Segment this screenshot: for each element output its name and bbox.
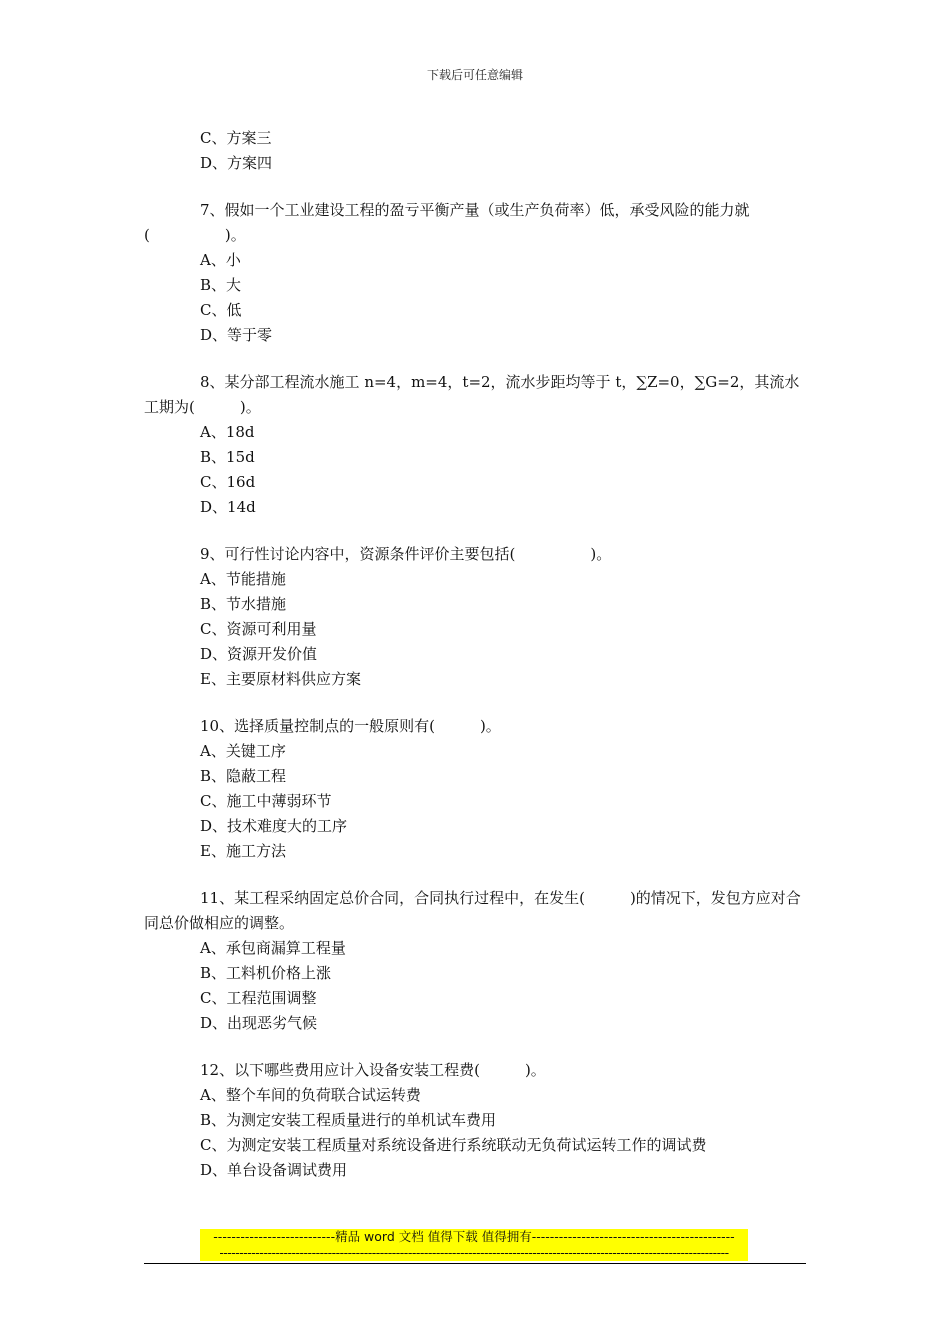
option: D、单台设备调试费用 xyxy=(200,1161,348,1179)
question-stem: 7、假如一个工业建设工程的盈亏平衡产量（或生产负荷率）低，承受风险的能力就( )。 xyxy=(144,201,750,244)
option: B、工料机价格上涨 xyxy=(200,964,332,982)
footer-divider xyxy=(144,1263,806,1264)
question-stem: 12、以下哪些费用应计入设备安装工程费( )。 xyxy=(200,1061,546,1079)
option: A、整个车间的负荷联合试运转费 xyxy=(200,1086,421,1104)
question-stem: 11、某工程采纳固定总价合同，合同执行过程中，在发生( )的情况下，发包方应对合同总价做相应的调整。 xyxy=(144,889,801,932)
option: D、等于零 xyxy=(200,326,273,344)
footer-banner-line-1: ---------------------------精品 word 文档 值得下载 值得拥有--------------------------------------------- xyxy=(213,1229,735,1244)
question-7 xyxy=(144,198,806,348)
option: B、隐蔽工程 xyxy=(200,767,287,785)
option: A、承包商漏算工程量 xyxy=(200,939,346,957)
footer-banner xyxy=(200,1229,748,1261)
option: C、工程范围调整 xyxy=(200,989,317,1007)
document-body xyxy=(144,126,806,1183)
option: D、出现恶劣气候 xyxy=(200,1014,318,1032)
footer-banner-line-2: ------------------------------------------------------------------------------------------------------------------------------- xyxy=(219,1245,729,1260)
option: E、主要原材料供应方案 xyxy=(200,670,361,688)
question-stem: 10、选择质量控制点的一般原则有( )。 xyxy=(200,717,501,735)
option: B、为测定安装工程质量进行的单机试车费用 xyxy=(200,1111,497,1129)
option: C、施工中薄弱环节 xyxy=(200,792,332,810)
option: C、16d xyxy=(200,473,256,491)
question-stem: 8、某分部工程流水施工 n=4，m=4，t=2，流水步距均等于 t，∑Z=0，∑G=2，其流水工期为( )。 xyxy=(144,373,800,416)
option: B、节水措施 xyxy=(200,595,287,613)
question-6-continued xyxy=(144,126,806,176)
option: D、14d xyxy=(200,498,256,516)
option: D、技术难度大的工序 xyxy=(200,817,348,835)
question-12 xyxy=(144,1058,806,1183)
option: A、18d xyxy=(200,423,255,441)
question-8 xyxy=(144,370,806,520)
question-stem: 9、可行性讨论内容中，资源条件评价主要包括( )。 xyxy=(200,545,612,563)
question-11 xyxy=(144,886,806,1036)
option: C、低 xyxy=(200,301,242,319)
option: B、大 xyxy=(200,276,242,294)
question-9 xyxy=(144,542,806,692)
option: B、15d xyxy=(200,448,255,466)
option: A、关键工序 xyxy=(200,742,286,760)
option: C、资源可利用量 xyxy=(200,620,317,638)
page-header: 下载后可任意编辑 xyxy=(426,68,523,82)
option: D、资源开发价值 xyxy=(200,645,318,663)
option: A、小 xyxy=(200,251,241,269)
option: C、为测定安装工程质量对系统设备进行系统联动无负荷试运转工作的调试费 xyxy=(200,1136,707,1154)
option: E、施工方法 xyxy=(200,842,286,860)
question-10 xyxy=(144,714,806,864)
option: A、节能措施 xyxy=(200,570,286,588)
option: C、方案三 xyxy=(200,129,272,147)
option: D、方案四 xyxy=(200,154,273,172)
